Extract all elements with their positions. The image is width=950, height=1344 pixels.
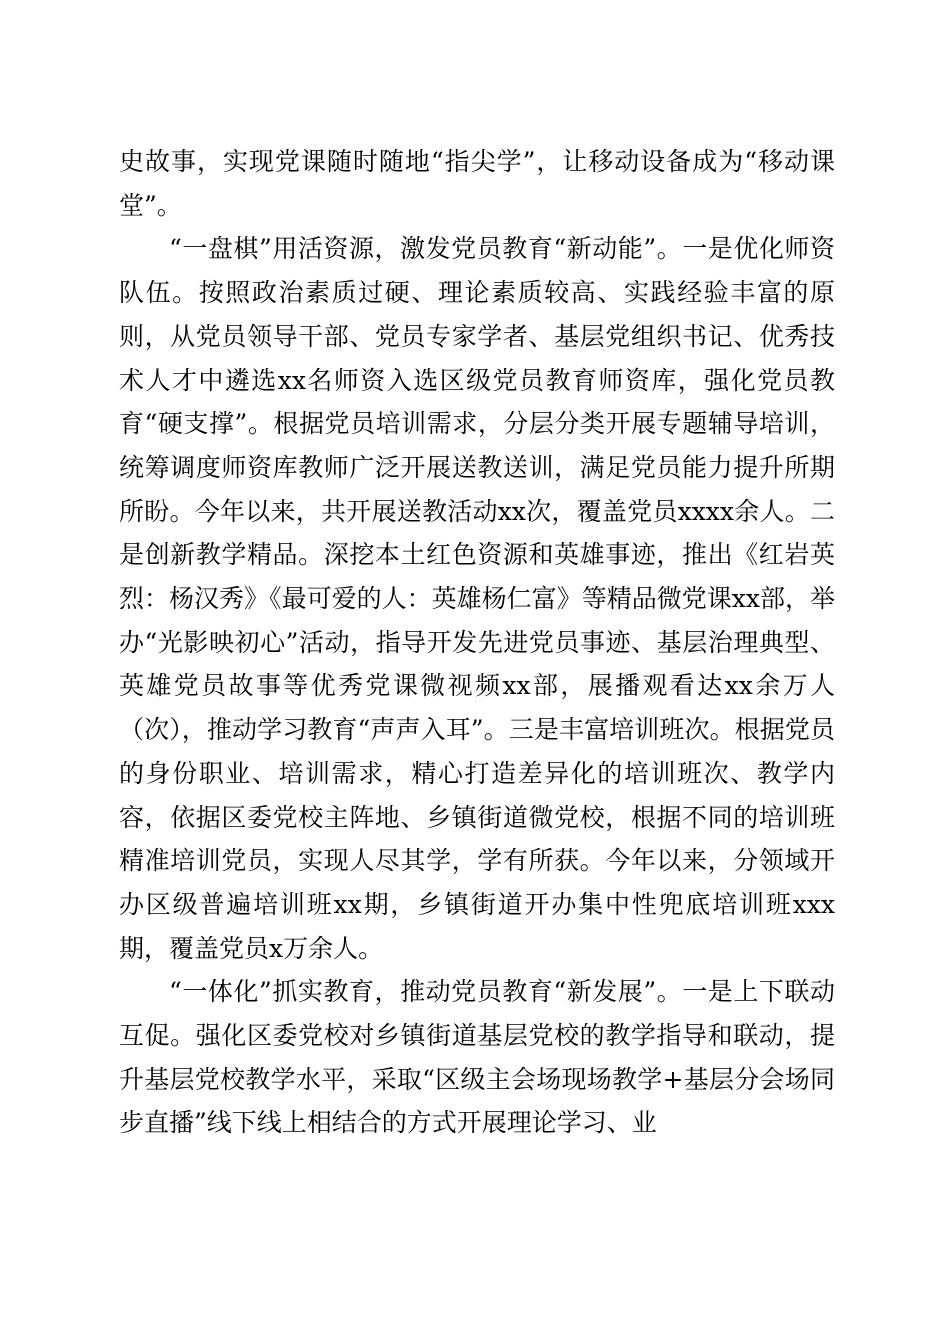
paragraph-resources: “一盘棋”用活资源，激发党员教育“新动能”。一是优化师资队伍。按照政治素质过硬、理论素质较高、实践经验丰富的原则，从党员领导干部、党员专家学者、基层党组织书记、优秀技术人才中遴选xx名师资入选区级党员教育师资库，强化党员教育“硬支撑”。根据党员培训需求，分层分类开展专题辅导培训，统筹调度师资库教师广泛开展送教送训，满足党员能力提升所期所盼。今年以来，共开展送教活动xx次，覆盖党员xxxx余人。二是创新教学精品。深挖本土红色资源和英雄事迹，推出《红岩英烈：杨汉秀》《最可爱的人：英雄杨仁富》等精品微党课xx部，举办“光影映初心”活动，指导开发先进党员事迹、基层治理典型、英雄党员故事等优秀党课微视频xx部，展播观看达xx余万人（次），推动学习教育“声声入耳”。三是丰富培训班次。根据党员的身份职业、培训需求，精心打造差异化的培训班次、教学内容，依据区委党校主阵地、乡镇街道微党校，根据不同的培训班精准培训党员，实现人尽其学，学有所获。今年以来，分领域开办区级普遍培训班xx期，乡镇街道开办集中性兜底培训班xxx期，覆盖党员x万余人。 <box>119 234 835 963</box>
paragraph-continuation: 史故事，实现党课随时随地“指尖学”，让移动设备成为“移动课堂”。 <box>119 147 835 220</box>
body-text <box>119 140 835 1145</box>
paragraph-integration: “一体化”抓实教育，推动党员教育“新发展”。一是上下联动互促。强化区委党校对乡镇街道基层党校的教学指导和联动，提升基层党校教学水平，采取“区级主会场现场教学+基层分会场同步直播”线下线上相结合的方式开展理论学习、业 <box>119 977 835 1138</box>
